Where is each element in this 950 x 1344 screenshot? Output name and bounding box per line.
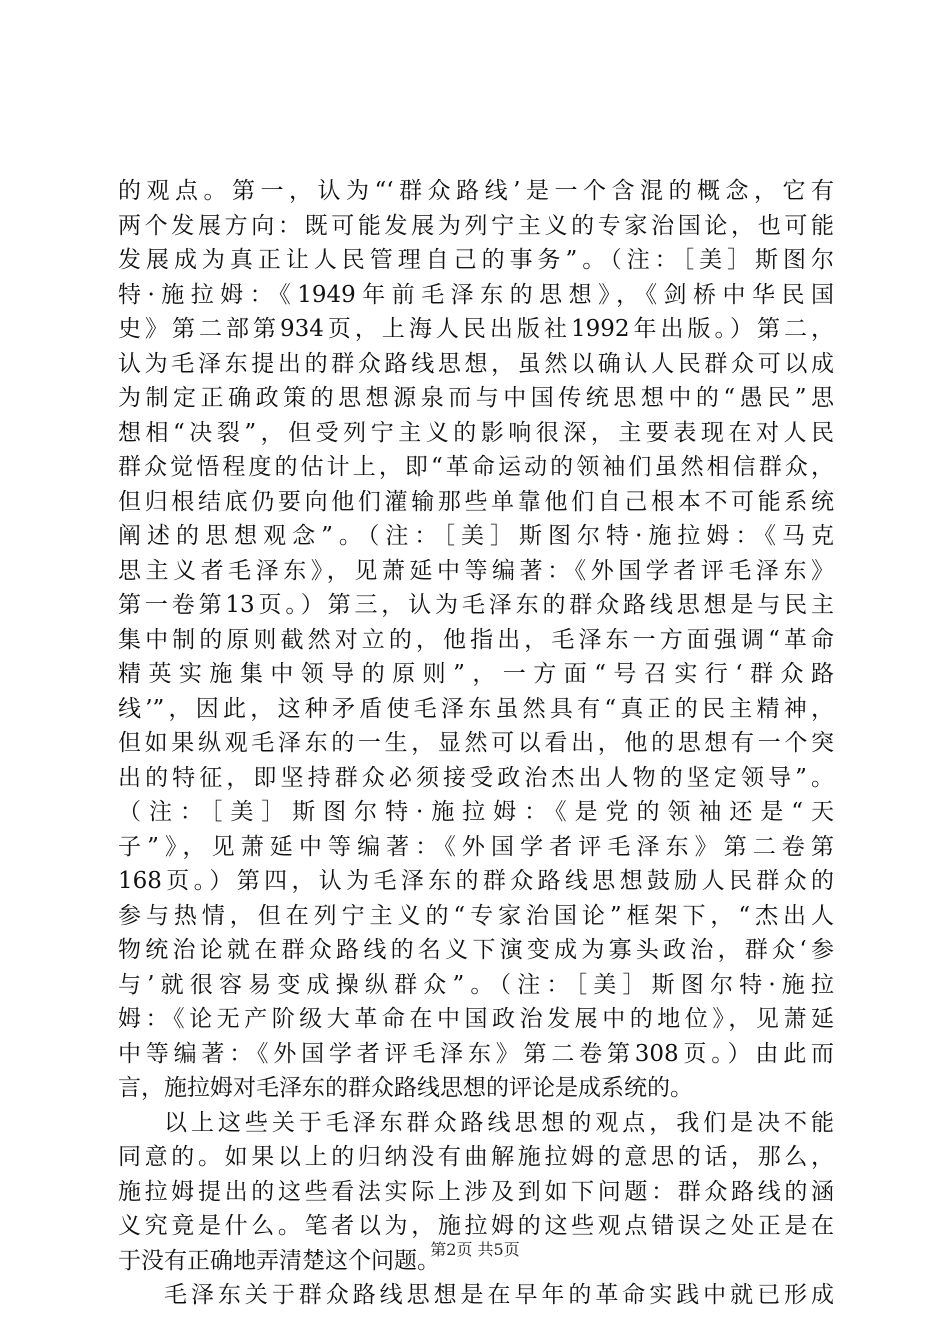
text-line: 以上这些关于毛泽东群众路线思想的观点，我们是决不能 [164,1109,834,1136]
text-line: 物统治论就在群众路线的名义下演变成为寡头政治，群众‘参 [118,937,834,963]
text-line: （注：［美］斯图尔特·施拉姆：《是党的领袖还是“天 [118,799,834,825]
text-line: 毛泽东关于群众路线思想是在早年的革命实践中就已形成 [164,1282,834,1308]
paragraph-3 [118,1278,834,1313]
text-line: 思主义者毛泽东》，见萧延中等编著：《外国学者评毛泽东》 [118,557,834,584]
text-line: 第一卷第13页。）第三，认为毛泽东的群众路线思想是与民主 [118,592,834,618]
text-line: 想相“决裂”，但受列宁主义的影响很深，主要表现在对人民 [118,419,834,446]
body-text [118,174,834,1313]
text-line: 史》第二部第934页，上海人民出版社1992年出版。）第二， [118,316,834,342]
text-line: 发展成为真正让人民管理自己的事务”。（注：［美］斯图尔 [118,247,834,273]
text-line: 精英实施集中领导的原则”，一方面“号召实行‘群众路 [118,661,834,687]
text-line: 但归根结底仍要向他们灌输那些单靠他们自己根本不可能系统 [118,488,834,515]
text-line: 的观点。第一，认为“‘群众路线’是一个含混的概念，它有 [118,178,834,204]
text-line: 认为毛泽东提出的群众路线思想，虽然以确认人民群众可以成 [118,350,834,377]
text-line: 阐述的思想观念”。（注：［美］斯图尔特·施拉姆：《马克 [118,523,834,549]
text-line: 与’就很容易变成操纵群众”。（注：［美］斯图尔特·施拉 [118,971,834,998]
page-number-label: 第2页 共5页 [430,1240,520,1259]
paragraph-1 [118,174,834,1106]
text-line: 168页。）第四，认为毛泽东的群众路线思想鼓励人民群众的 [118,868,834,894]
text-line: 义究竟是什么。笔者以为，施拉姆的这些观点错误之处正是在 [118,1213,834,1239]
text-line: 为制定正确政策的思想源泉而与中国传统思想中的“愚民”思 [118,385,834,411]
page-footer [0,1240,950,1260]
text-line: 中等编著：《外国学者评毛泽东》第二卷第308页。）由此而 [118,1040,834,1067]
text-line: 特·施拉姆：《1949年前毛泽东的思想》，《剑桥中华民国 [118,281,834,308]
text-line: 姆：《论无产阶级大革命在中国政治发展中的地位》，见萧延 [118,1006,834,1032]
text-line: 集中制的原则截然对立的，他指出，毛泽东一方面强调“革命 [118,626,834,653]
text-line: 施拉姆提出的这些看法实际上涉及到如下问题：群众路线的涵 [118,1178,834,1205]
text-line: 两个发展方向：既可能发展为列宁主义的专家治国论，也可能 [118,212,834,239]
text-line: 群众觉悟程度的估计上，即“革命运动的领袖们虽然相信群众， [118,454,834,480]
text-line: 参与热情，但在列宁主义的“专家治国论”框架下，“杰出人 [118,902,834,929]
text-line: 子”》，见萧延中等编著：《外国学者评毛泽东》第二卷第 [118,833,834,860]
text-line: 言，施拉姆对毛泽东的群众路线思想的评论是成系统的。 [118,1075,693,1101]
text-line: 于没有正确地弄清楚这个问题。 [118,1247,440,1274]
text-line: 同意的。如果以上的归纳没有曲解施拉姆的意思的话，那么， [118,1144,834,1170]
text-line: 但如果纵观毛泽东的一生，显然可以看出，他的思想有一个突 [118,730,834,756]
text-line: 出的特征，即坚持群众必须接受政治杰出人物的坚定领导”。 [118,764,834,791]
text-line: 线’”，因此，这种矛盾使毛泽东虽然具有“真正的民主精神， [118,695,834,722]
